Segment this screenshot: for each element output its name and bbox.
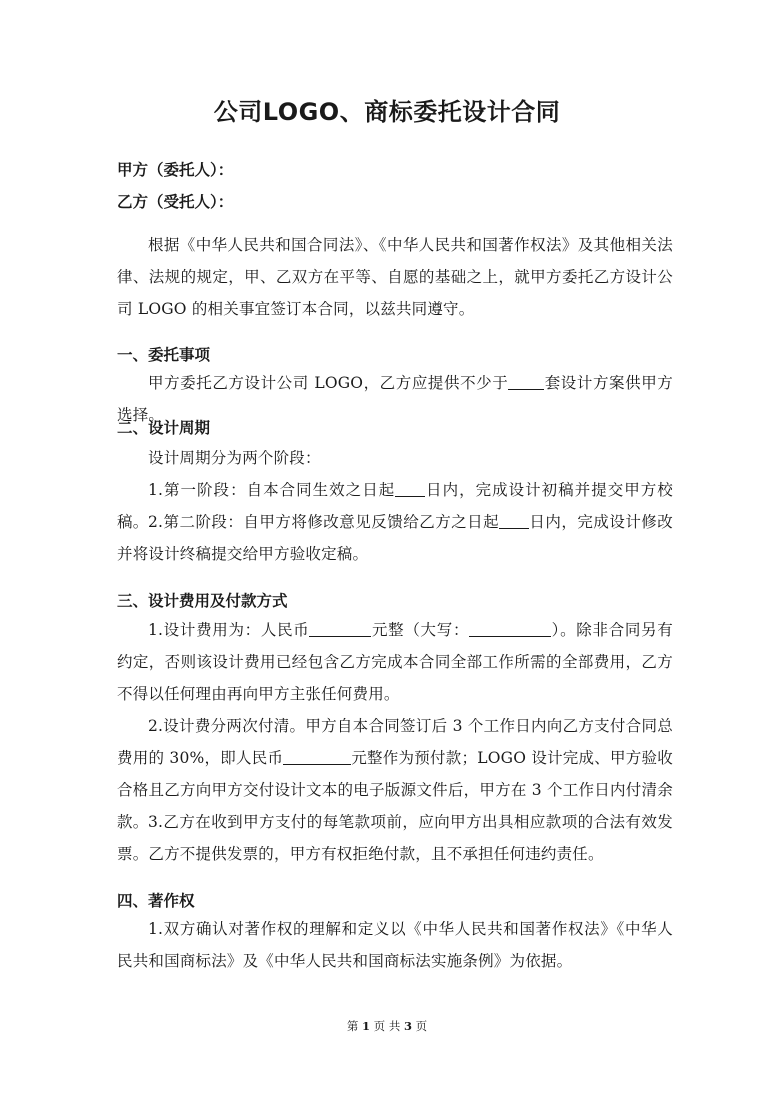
section-2-intro: 设计周期分为两个阶段： [148, 449, 321, 467]
footer-suffix: 页 [415, 1019, 428, 1033]
footer-mid: 页 共 [373, 1019, 401, 1033]
section-3-invoice: 3.乙方在收到甲方支付的每笔款项前，应向甲方出具相应款项的合法有效发票。乙方不提供发票的，甲方有权拒绝付款，且不承担任何违约责任。 [117, 813, 673, 863]
fee-text-a: 1.设计费用为：人民币 [148, 621, 310, 639]
section-4-heading: 四、著作权 [117, 892, 195, 910]
section-2-stage-2 [117, 506, 673, 570]
section-4-paragraph: 1.双方确认对著作权的理解和定义以《中华人民共和国著作权法》《中华人民共和国商标法》及《中华人民共和国商标法实施条例》为依据。 [117, 920, 673, 970]
blank-field[interactable] [469, 621, 551, 638]
stage-1-text-b: 日内，完成设计初稿并提交甲方校稿。 [117, 481, 673, 531]
fee-text-c: ）。除非合同另有约定，否则该设计费用已经包含乙方完成本合同全部工作所需的全部费用，乙方不得以任何理由再向甲方主张任何费用。 [117, 621, 673, 703]
footer-page-number: 1 [362, 1019, 371, 1033]
footer-prefix: 第 [346, 1019, 359, 1033]
payment-text-b: 元整作为预付款；LOGO 设计完成、甲方验收合格且乙方向甲方交付设计文本的电子版源文件后，甲方在 3 个工作日内付清余款。 [117, 749, 673, 831]
party-a-label: 甲方（委托人）： [117, 161, 234, 179]
stage-1-text-a: 1.第一阶段：自本合同生效之日起 [148, 481, 396, 499]
section-3-heading: 三、设计费用及付款方式 [117, 592, 288, 610]
blank-field[interactable] [283, 749, 351, 766]
document-title: 公司LOGO、商标委托设计合同 [213, 98, 561, 126]
section-1-heading: 一、委托事项 [117, 346, 211, 364]
party-b-label: 乙方（受托人）： [117, 193, 234, 211]
blank-field[interactable] [499, 513, 529, 530]
section-2-heading: 二、设计周期 [117, 419, 211, 437]
page-footer [0, 1018, 774, 1034]
blank-field[interactable] [508, 374, 544, 391]
section-1-text-a: 甲方委托乙方设计公司 LOGO，乙方应提供不少于 [148, 374, 509, 392]
payment-text-a: 2.设计费分两次付清。甲方自本合同签订后 3 个工作日内向乙方支付合同总费用的 30%，即人民币 [117, 717, 673, 767]
blank-field[interactable] [395, 481, 425, 498]
section-1-text-b: 套设计方案供甲方选择。 [117, 374, 673, 424]
stage-2-text-b: 日内，完成设计修改并将设计终稿提交给甲方验收定稿。 [117, 513, 673, 563]
intro-paragraph: 根据《中华人民共和国合同法》、《中华人民共和国著作权法》及其他相关法律、法规的规定，甲、乙双方在平等、自愿的基础之上，就甲方委托乙方设计公司 LOGO 的相关事宜签订本合同，以兹共同遵守。 [117, 236, 673, 318]
fee-text-b: 元整（大写： [371, 621, 470, 639]
footer-total-pages: 3 [403, 1019, 412, 1033]
section-3-fee [117, 614, 673, 710]
blank-field[interactable] [309, 621, 371, 638]
stage-2-text-a: 2.第二阶段：自甲方将修改意见反馈给乙方之日起 [148, 513, 500, 531]
